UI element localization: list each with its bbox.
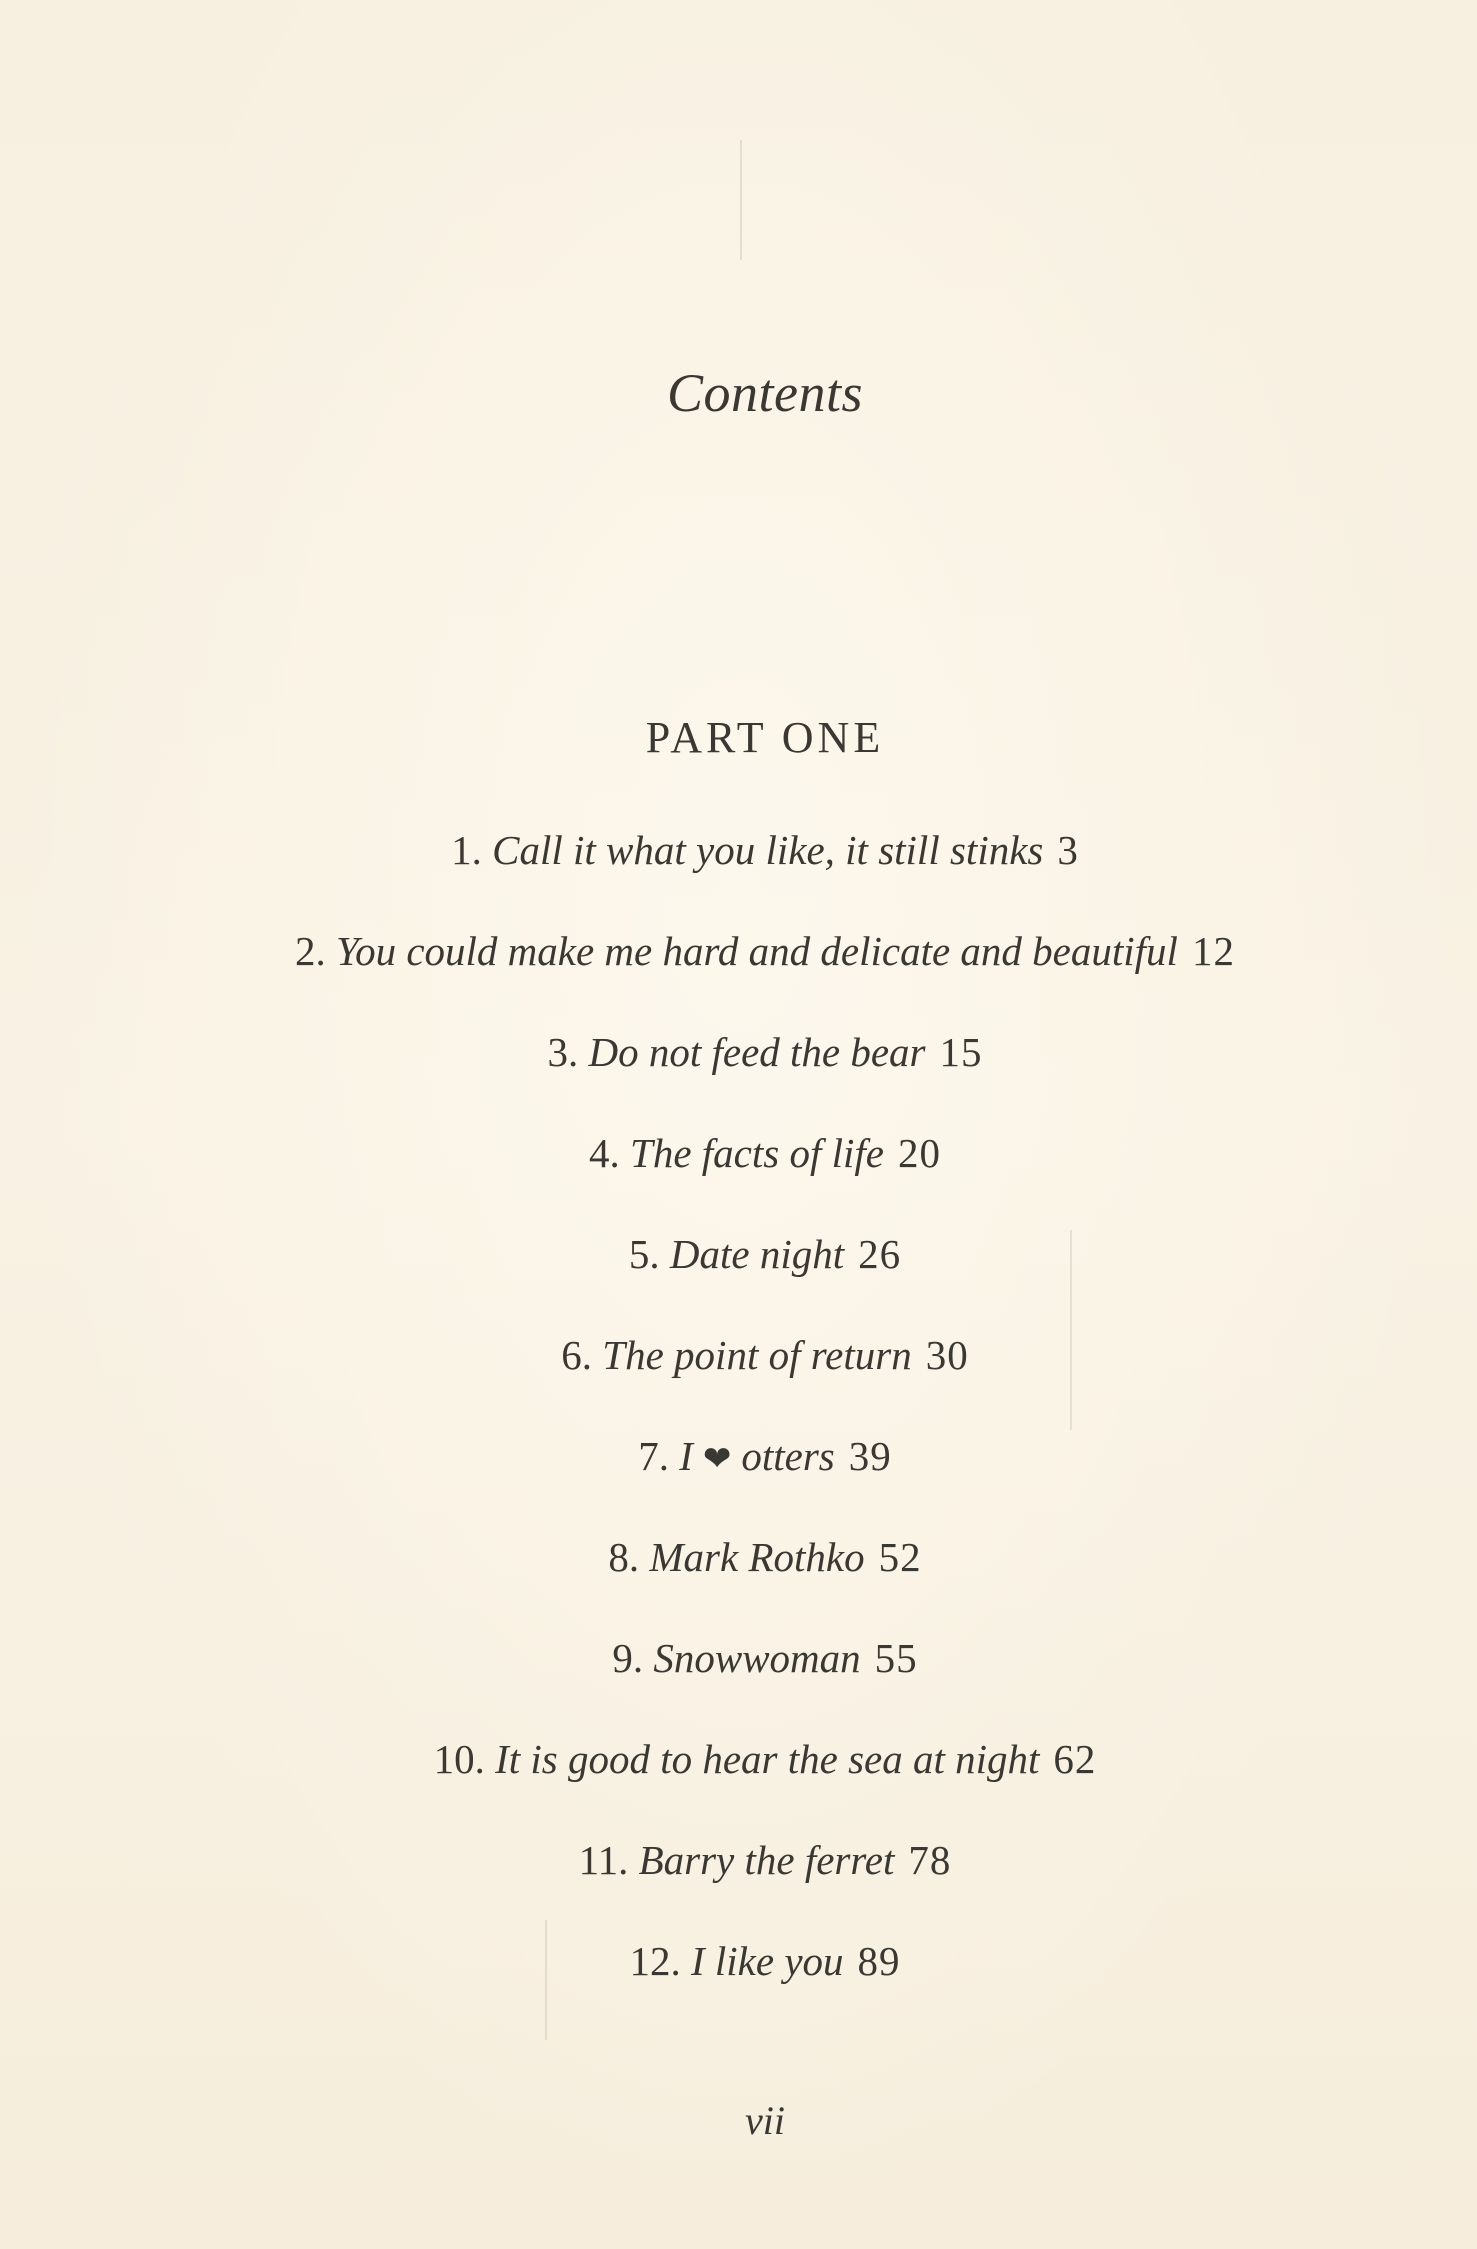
entry-number: 8. bbox=[608, 1534, 640, 1580]
page-number: vii bbox=[745, 2098, 785, 2143]
entry-title: The point of return bbox=[602, 1332, 912, 1378]
toc-entry bbox=[0, 1626, 1477, 1727]
entry-title: You could make me hard and delicate and beautiful bbox=[336, 928, 1178, 974]
toc-entry bbox=[0, 1424, 1477, 1525]
table-of-contents bbox=[0, 818, 1477, 2030]
entry-page: 52 bbox=[878, 1534, 922, 1580]
toc-entry bbox=[0, 1121, 1477, 1222]
toc-entry bbox=[0, 1020, 1477, 1121]
entry-number: 9. bbox=[612, 1635, 644, 1681]
toc-entry bbox=[0, 1525, 1477, 1626]
part-heading: PART ONE bbox=[645, 713, 885, 762]
toc-entry bbox=[0, 1929, 1477, 2030]
entry-number: 5. bbox=[628, 1231, 660, 1277]
entry-page: 78 bbox=[908, 1837, 952, 1883]
toc-entry bbox=[0, 919, 1477, 1020]
entry-number: 12. bbox=[629, 1938, 681, 1984]
entry-title: Snowwoman bbox=[653, 1635, 861, 1681]
entry-number: 2. bbox=[295, 928, 326, 974]
entry-title: It is good to hear the sea at night bbox=[495, 1736, 1040, 1782]
entry-number: 1. bbox=[451, 827, 482, 873]
entry-number: 3. bbox=[547, 1029, 579, 1075]
entry-page: 26 bbox=[858, 1231, 902, 1277]
entry-page: 62 bbox=[1053, 1736, 1097, 1782]
toc-entry bbox=[0, 1828, 1477, 1929]
entry-page: 30 bbox=[925, 1332, 969, 1378]
entry-number: 10. bbox=[433, 1736, 485, 1782]
entry-title: Call it what you like, it still stinks bbox=[492, 827, 1044, 873]
entry-title: Barry the ferret bbox=[638, 1837, 895, 1883]
entry-page: 55 bbox=[874, 1635, 918, 1681]
entry-number: 6. bbox=[561, 1332, 593, 1378]
entry-title: I like you bbox=[690, 1938, 844, 1984]
toc-entry bbox=[0, 1222, 1477, 1323]
entry-number: 7. bbox=[638, 1433, 669, 1479]
entry-title: Mark Rothko bbox=[649, 1534, 865, 1580]
toc-entry bbox=[0, 1323, 1477, 1424]
heart-icon: ❤ bbox=[702, 1441, 732, 1478]
toc-entry bbox=[0, 818, 1477, 919]
toc-entry bbox=[0, 1727, 1477, 1828]
paper-crease bbox=[740, 140, 742, 260]
entry-title: The facts of life bbox=[630, 1130, 884, 1176]
entry-number: 4. bbox=[589, 1130, 620, 1176]
entry-page: 15 bbox=[939, 1029, 983, 1075]
entry-page: 89 bbox=[857, 1938, 901, 1984]
entry-page: 3 bbox=[1057, 827, 1079, 873]
entry-title: Do not feed the bear bbox=[588, 1029, 926, 1075]
entry-title: otters bbox=[741, 1433, 835, 1479]
entry-page: 39 bbox=[848, 1433, 892, 1479]
page-title: Contents bbox=[666, 363, 863, 423]
entry-title: I bbox=[679, 1433, 693, 1479]
entry-page: 20 bbox=[897, 1130, 941, 1176]
entry-number: 11. bbox=[578, 1837, 629, 1883]
entry-title: Date night bbox=[669, 1231, 845, 1277]
entry-page: 12 bbox=[1191, 928, 1235, 974]
